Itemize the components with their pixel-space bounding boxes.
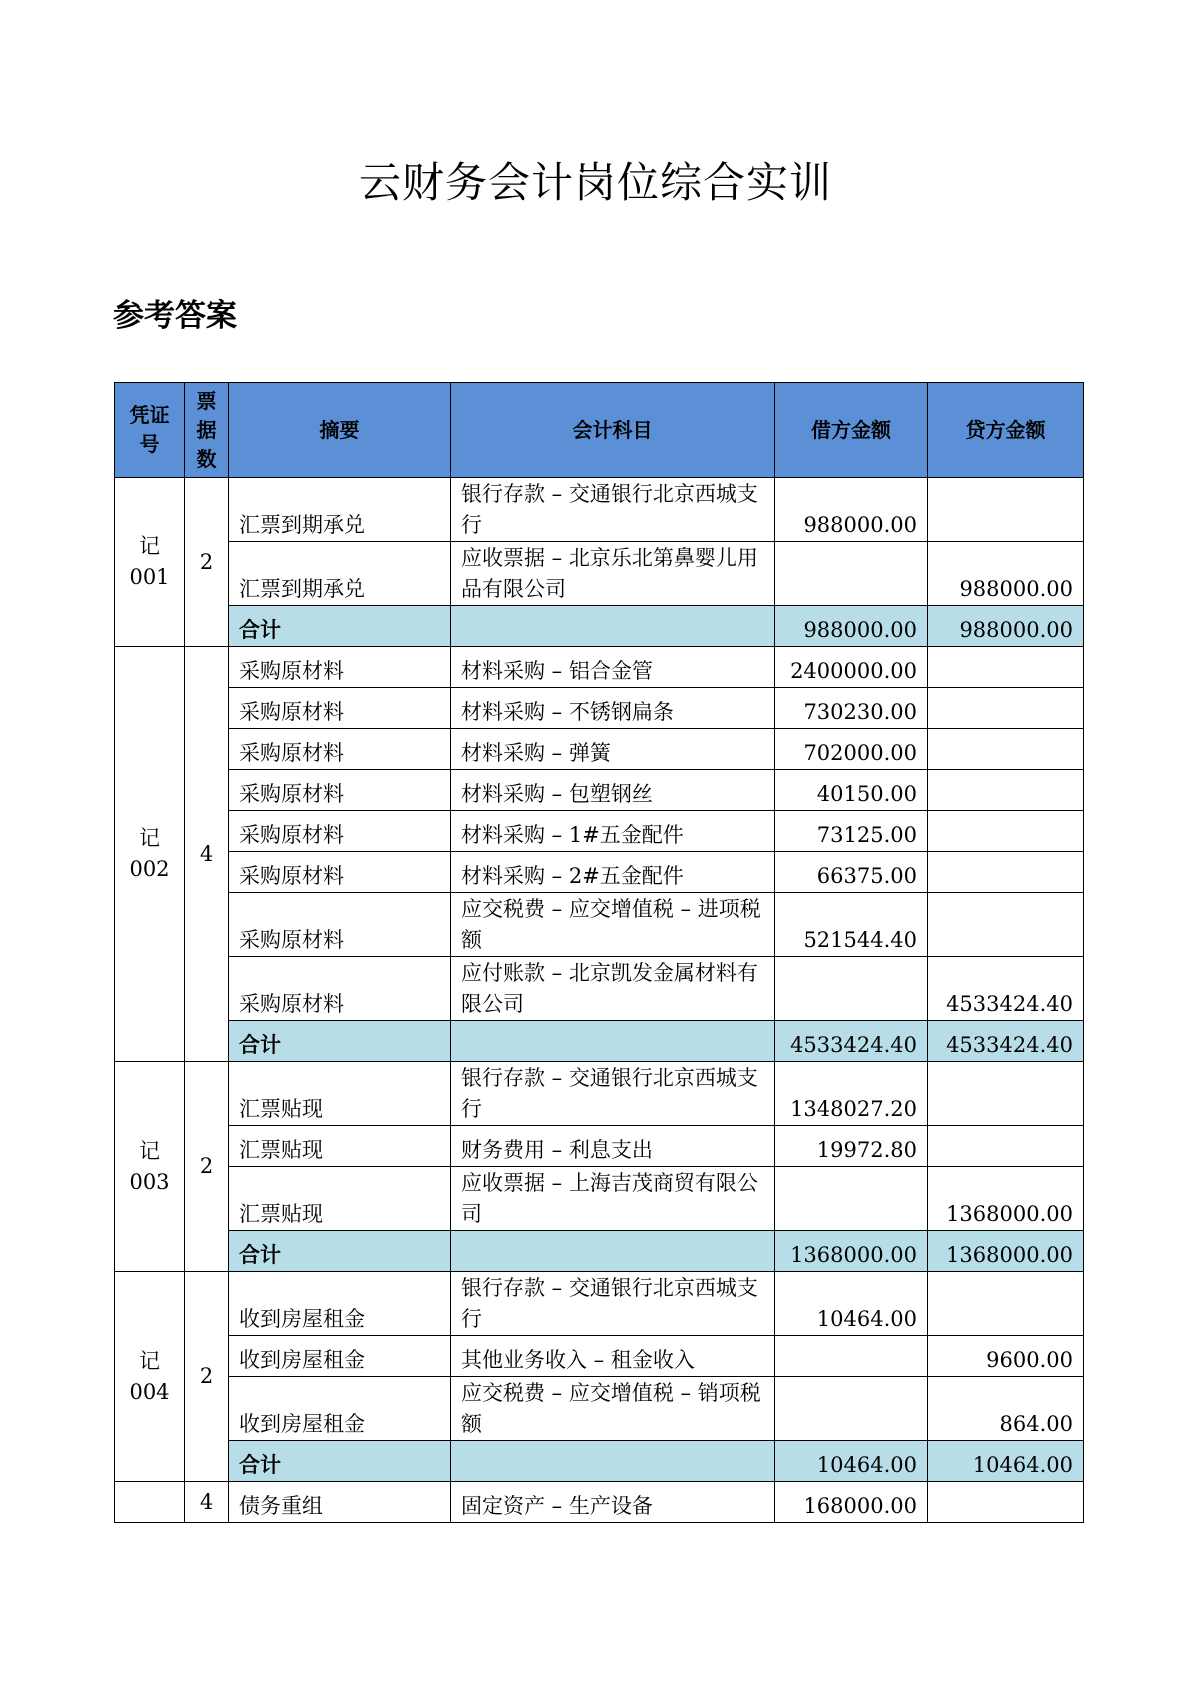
doc-count-cell: 4: [185, 647, 229, 1062]
debit-cell: 1348027.20: [775, 1062, 928, 1126]
voucher-number-line: 004: [129, 1379, 170, 1404]
debit-cell: 66375.00: [775, 852, 928, 893]
account-cell: 银行存款 – 交通银行北京西城支行: [451, 1062, 775, 1126]
voucher-number-line: 002: [129, 857, 170, 881]
debit-cell: 988000.00: [775, 478, 928, 542]
total-debit: 4533424.40: [775, 1021, 928, 1062]
doc-count-cell: 2: [185, 478, 229, 647]
table-row: [115, 1126, 1084, 1167]
debit-cell: [775, 1336, 928, 1377]
credit-cell: 9600.00: [928, 1336, 1084, 1377]
summary-cell: 汇票到期承兑: [229, 542, 451, 606]
credit-cell: [928, 647, 1084, 688]
table-row: [115, 1377, 1084, 1441]
voucher-number-line: 记: [139, 1348, 160, 1373]
header-doc-count: [185, 383, 229, 478]
debit-cell: 2400000.00: [775, 647, 928, 688]
table-row: [115, 478, 1084, 542]
credit-cell: [928, 688, 1084, 729]
total-account-empty: [451, 1441, 775, 1482]
document-title: 云财务会计岗位综合实训: [358, 158, 832, 207]
voucher-number-cell: [115, 478, 185, 647]
voucher-number-line: 001: [129, 565, 170, 589]
table-row: [115, 770, 1084, 811]
credit-cell: [928, 770, 1084, 811]
total-credit: 4533424.40: [928, 1021, 1084, 1062]
table-row: [115, 647, 1084, 688]
table-row: [115, 688, 1084, 729]
table-row: [115, 957, 1084, 1021]
debit-cell: [775, 1377, 928, 1441]
summary-cell: 采购原材料: [229, 647, 451, 688]
total-label: 合计: [229, 1231, 451, 1272]
account-cell: 固定资产 – 生产设备: [451, 1482, 775, 1523]
total-label: 合计: [229, 606, 451, 647]
credit-cell: [928, 1272, 1084, 1336]
voucher-number-cell: [115, 1272, 185, 1482]
table-row: [115, 1272, 1084, 1336]
account-cell: 材料采购 – 铝合金管: [451, 647, 775, 688]
total-account-empty: [451, 1231, 775, 1272]
table-row: [115, 1482, 1084, 1523]
account-cell: 应收票据 – 北京乐北第鼻婴儿用品有限公司: [451, 542, 775, 606]
account-cell: 其他业务收入 – 租金收入: [451, 1336, 775, 1377]
table-row: [115, 852, 1084, 893]
table-row: [115, 893, 1084, 957]
total-credit: 1368000.00: [928, 1231, 1084, 1272]
summary-cell: 采购原材料: [229, 688, 451, 729]
account-cell: 材料采购 – 包塑钢丝: [451, 770, 775, 811]
total-row: [115, 606, 1084, 647]
summary-cell: 采购原材料: [229, 811, 451, 852]
header-doc-count-line: 票: [196, 388, 217, 413]
summary-cell: 汇票贴现: [229, 1167, 451, 1231]
account-cell: 银行存款 – 交通银行北京西城支行: [451, 1272, 775, 1336]
doc-count-cell: 4: [185, 1482, 229, 1523]
total-debit: 1368000.00: [775, 1231, 928, 1272]
debit-cell: [775, 1167, 928, 1231]
summary-cell: 汇票贴现: [229, 1126, 451, 1167]
section-heading: 参考答案: [113, 298, 237, 334]
account-cell: 应交税费 – 应交增值税 – 销项税额: [451, 1377, 775, 1441]
summary-cell: 采购原材料: [229, 729, 451, 770]
summary-cell: 采购原材料: [229, 852, 451, 893]
table-row: [115, 1336, 1084, 1377]
table-header-row: [115, 383, 1084, 478]
debit-cell: 521544.40: [775, 893, 928, 957]
voucher-number-line: 003: [129, 1169, 170, 1194]
summary-cell: 采购原材料: [229, 770, 451, 811]
account-cell: 材料采购 – 不锈钢扁条: [451, 688, 775, 729]
header-voucher-no: [115, 383, 185, 478]
credit-cell: [928, 478, 1084, 542]
voucher-table: [114, 382, 1084, 1523]
debit-cell: 19972.80: [775, 1126, 928, 1167]
debit-cell: 702000.00: [775, 729, 928, 770]
doc-count-cell: 2: [185, 1062, 229, 1272]
credit-cell: 4533424.40: [928, 957, 1084, 1021]
header-voucher-no-line: 凭证: [129, 403, 170, 427]
credit-cell: 864.00: [928, 1377, 1084, 1441]
account-cell: 应收票据 – 上海吉茂商贸有限公司: [451, 1167, 775, 1231]
table-row: [115, 729, 1084, 770]
credit-cell: [928, 811, 1084, 852]
account-cell: 材料采购 – 1#五金配件: [451, 811, 775, 852]
header-debit: 借方金额: [775, 383, 928, 478]
summary-cell: 收到房屋租金: [229, 1377, 451, 1441]
credit-cell: [928, 1126, 1084, 1167]
account-cell: 银行存款 – 交通银行北京西城支行: [451, 478, 775, 542]
debit-cell: 73125.00: [775, 811, 928, 852]
header-summary: 摘要: [229, 383, 451, 478]
credit-cell: 988000.00: [928, 542, 1084, 606]
doc-count-cell: 2: [185, 1272, 229, 1482]
summary-cell: 汇票到期承兑: [229, 478, 451, 542]
table-row: [115, 811, 1084, 852]
voucher-table-body: [115, 478, 1084, 1523]
total-row: [115, 1231, 1084, 1272]
credit-cell: [928, 893, 1084, 957]
total-account-empty: [451, 1021, 775, 1062]
summary-cell: 采购原材料: [229, 957, 451, 1021]
debit-cell: [775, 542, 928, 606]
debit-cell: 730230.00: [775, 688, 928, 729]
header-doc-count-line: 数: [196, 446, 217, 471]
total-row: [115, 1021, 1084, 1062]
voucher-number-line: 记: [139, 1138, 160, 1163]
credit-cell: [928, 1482, 1084, 1523]
debit-cell: 40150.00: [775, 770, 928, 811]
total-label: 合计: [229, 1021, 451, 1062]
header-account: 会计科目: [451, 383, 775, 478]
debit-cell: 10464.00: [775, 1272, 928, 1336]
table-row: [115, 1167, 1084, 1231]
header-doc-count-line: 据: [196, 417, 217, 442]
credit-cell: [928, 1062, 1084, 1126]
summary-cell: 采购原材料: [229, 893, 451, 957]
total-account-empty: [451, 606, 775, 647]
account-cell: 材料采购 – 2#五金配件: [451, 852, 775, 893]
summary-cell: 收到房屋租金: [229, 1272, 451, 1336]
credit-cell: 1368000.00: [928, 1167, 1084, 1231]
header-voucher-no-line: 号: [139, 432, 160, 456]
account-cell: 材料采购 – 弹簧: [451, 729, 775, 770]
total-debit: 988000.00: [775, 606, 928, 647]
total-row: [115, 1441, 1084, 1482]
voucher-number-cell: [115, 647, 185, 1062]
total-label: 合计: [229, 1441, 451, 1482]
table-row: [115, 1062, 1084, 1126]
credit-cell: [928, 729, 1084, 770]
total-credit: 10464.00: [928, 1441, 1084, 1482]
account-cell: 财务费用 – 利息支出: [451, 1126, 775, 1167]
summary-cell: 汇票贴现: [229, 1062, 451, 1126]
voucher-number-cell: [115, 1482, 185, 1523]
debit-cell: [775, 957, 928, 1021]
summary-cell: 债务重组: [229, 1482, 451, 1523]
account-cell: 应付账款 – 北京凯发金属材料有限公司: [451, 957, 775, 1021]
debit-cell: 168000.00: [775, 1482, 928, 1523]
voucher-number-line: 记: [139, 826, 160, 850]
account-cell: 应交税费 – 应交增值税 – 进项税额: [451, 893, 775, 957]
voucher-number-line: 记: [139, 534, 160, 558]
credit-cell: [928, 852, 1084, 893]
voucher-number-cell: [115, 1062, 185, 1272]
header-credit: 贷方金额: [928, 383, 1084, 478]
summary-cell: 收到房屋租金: [229, 1336, 451, 1377]
total-credit: 988000.00: [928, 606, 1084, 647]
total-debit: 10464.00: [775, 1441, 928, 1482]
table-row: [115, 542, 1084, 606]
